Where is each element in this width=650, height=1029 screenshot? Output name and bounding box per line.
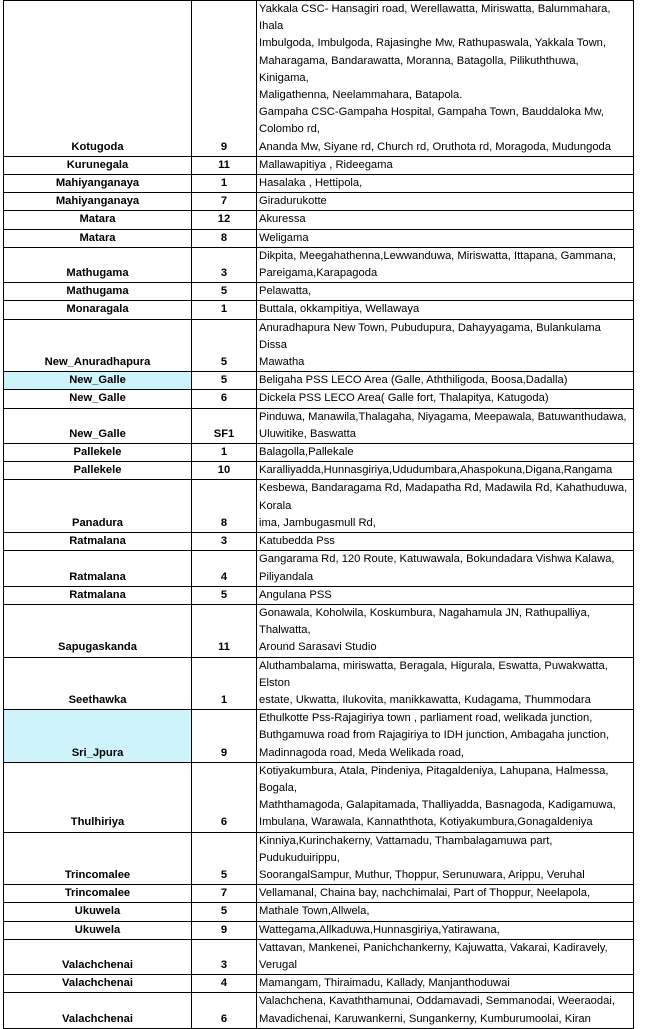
feeder-cell: 11 <box>192 156 257 174</box>
locations-cell: Karalliyadda,Hunnasgiriya,Ududumbara,Ahaspokuna,Digana,Rangama <box>257 462 634 480</box>
table-row <box>4 229 634 247</box>
locations-cell: Anuradhapura New Town, Pubudupura, Dahayyagama, Bulankulama Dissa Mawatha <box>257 319 634 372</box>
area-cell: New_Anuradhapura <box>4 319 192 372</box>
locations-cell: Giradurukotte <box>257 193 634 211</box>
feeder-cell: 4 <box>192 551 257 586</box>
schedule-rows <box>4 1 634 1029</box>
area-cell: Valachchenai <box>4 975 192 993</box>
table-row <box>4 604 634 657</box>
table-row <box>4 885 634 903</box>
area-cell: Ratmalana <box>4 533 192 551</box>
feeder-cell: 12 <box>192 211 257 229</box>
locations-cell: Kotiyakumbura, Atala, Pindeniya, Pitagaldeniya, Lahupana, Halmessa, Bogala, Maththamagoda, Galapitamada, Thalliyadda, Basnagoda, Kadigamuwa, Imbulana, Warawala, Kannaththota, Kotiyakumbura,Gonagaldeniya <box>257 762 634 832</box>
feeder-cell: 9 <box>192 921 257 939</box>
table-row <box>4 372 634 390</box>
feeder-cell: 5 <box>192 586 257 604</box>
table-row <box>4 975 634 993</box>
table-row <box>4 762 634 832</box>
locations-cell: Pinduwa, Manawila,Thalagaha, Niyagama, Meepawala, Batuwanthudawa, Uluwitike, Baswatta <box>257 408 634 443</box>
table-row <box>4 156 634 174</box>
locations-cell: Beligaha PSS LECO Area (Galle, Aththiligoda, Boosa,Dadalla) <box>257 372 634 390</box>
locations-cell: Mamangam, Thiraimadu, Kallady, Manjanthoduwai <box>257 975 634 993</box>
feeder-cell: 3 <box>192 247 257 282</box>
area-cell: Ratmalana <box>4 551 192 586</box>
feeder-cell: 6 <box>192 993 257 1028</box>
area-cell: Matara <box>4 211 192 229</box>
feeder-cell: 8 <box>192 480 257 533</box>
locations-cell: Balagolla,Pallekale <box>257 444 634 462</box>
table-row <box>4 551 634 586</box>
locations-cell: Mathale Town,Allwela, <box>257 903 634 921</box>
table-row <box>4 586 634 604</box>
table-row <box>4 319 634 372</box>
table-row <box>4 175 634 193</box>
locations-cell: Kinniya,Kurinchakerny, Vattamadu, Thambalagamuwa part, Pudukuduirippu, SoorangalSampur, Muthur, Thoppur, Serunuwara, Arippu, Veruhal <box>257 832 634 885</box>
feeder-cell: SF1 <box>192 408 257 443</box>
area-cell: Mathugama <box>4 283 192 301</box>
locations-cell: Buttala, okkampitiya, Wellawaya <box>257 301 634 319</box>
area-cell: Matara <box>4 229 192 247</box>
feeder-cell: 6 <box>192 390 257 408</box>
area-cell: New_Galle <box>4 390 192 408</box>
locations-cell: Wattegama,Allkaduwa,Hunnasgiriya,Yatirawana, <box>257 921 634 939</box>
area-cell: Thulhiriya <box>4 762 192 832</box>
table-row <box>4 444 634 462</box>
area-cell: New_Galle <box>4 408 192 443</box>
table-row <box>4 301 634 319</box>
area-cell: Valachchenai <box>4 993 192 1028</box>
locations-cell: Pelawatta, <box>257 283 634 301</box>
table-row <box>4 462 634 480</box>
table-row <box>4 211 634 229</box>
table-row <box>4 939 634 974</box>
feeder-cell: 5 <box>192 319 257 372</box>
area-cell: Monaragala <box>4 301 192 319</box>
area-cell: Mahiyanganaya <box>4 193 192 211</box>
locations-cell: Dickela PSS LECO Area( Galle fort, Thalapitya, Katugoda) <box>257 390 634 408</box>
feeder-cell: 7 <box>192 193 257 211</box>
locations-cell: Katubedda Pss <box>257 533 634 551</box>
table-row <box>4 832 634 885</box>
area-cell: Seethawka <box>4 657 192 710</box>
locations-cell: Ethulkotte Pss-Rajagiriya town , parliament road, welikada junction, Buthgamuwa road from Rajagiriya to IDH junction, Ambagaha junction, Madinnagoda road, Meda Welikada road, <box>257 710 634 763</box>
area-cell: Trincomalee <box>4 885 192 903</box>
feeder-cell: 6 <box>192 762 257 832</box>
table-row <box>4 408 634 443</box>
locations-cell: Weligama <box>257 229 634 247</box>
locations-cell: Gangarama Rd, 120 Route, Katuwawala, Bokundadara Vishwa Kalawa, Piliyandala <box>257 551 634 586</box>
feeder-cell: 1 <box>192 301 257 319</box>
locations-cell: Vattavan, Mankenei, Panichchankerny, Kajuwatta, Vakarai, Kadiravely, Verugal <box>257 939 634 974</box>
area-cell: Sri_Jpura <box>4 710 192 763</box>
locations-cell: Yakkala CSC- Hansagiri road, Werellawatta, Miriswatta, Balummahara, Ihala Imbulgoda, Imbulgoda, Rajasinghe Mw, Rathupaswala, Yakkala Town, Maharagama, Bandarawatta, Moranna, Batagolla, Pilikuththuwa, Kinigama, Maligathenna, Neelammahara, Batapola. Gampaha CSC-Gampaha Hospital, Gampaha Town, Bauddaloka Mw, Colombo rd, Ananda Mw, Siyane rd, Church rd, Oruthota rd, Moragoda, Mudungoda <box>257 1 634 157</box>
locations-cell: Vellamanal, Chaina bay, nachchimalai, Part of Thoppur, Neelapola, <box>257 885 634 903</box>
table-row <box>4 283 634 301</box>
locations-cell: Angulana PSS <box>257 586 634 604</box>
feeder-cell: 5 <box>192 832 257 885</box>
feeder-cell: 9 <box>192 1 257 157</box>
feeder-cell: 3 <box>192 939 257 974</box>
area-cell: Ukuwela <box>4 921 192 939</box>
table-row <box>4 710 634 763</box>
area-cell: Kotugoda <box>4 1 192 157</box>
area-cell: Panadura <box>4 480 192 533</box>
area-cell: Mathugama <box>4 247 192 282</box>
locations-cell: Aluthambalama, miriswatta, Beragala, Higurala, Eswatta, Puwakwatta, Elston estate, Ukwatta, Ilukovita, manikkawatta, Kudagama, Thummodara <box>257 657 634 710</box>
feeder-cell: 5 <box>192 372 257 390</box>
table-row <box>4 921 634 939</box>
feeder-cell: 5 <box>192 903 257 921</box>
area-cell: Mahiyanganaya <box>4 175 192 193</box>
feeder-cell: 11 <box>192 604 257 657</box>
locations-cell: Mallawapitiya , Rideegama <box>257 156 634 174</box>
area-cell: Ukuwela <box>4 903 192 921</box>
feeder-cell: 5 <box>192 283 257 301</box>
feeder-cell: 4 <box>192 975 257 993</box>
feeder-cell: 10 <box>192 462 257 480</box>
feeder-cell: 1 <box>192 444 257 462</box>
area-cell: Pallekele <box>4 444 192 462</box>
area-cell: Sapugaskanda <box>4 604 192 657</box>
table-row <box>4 247 634 282</box>
table-row <box>4 1 634 157</box>
feeder-cell: 7 <box>192 885 257 903</box>
locations-cell: Akuressa <box>257 211 634 229</box>
area-cell: New_Galle <box>4 372 192 390</box>
locations-cell: Hasalaka , Hettipola, <box>257 175 634 193</box>
feeder-cell: 9 <box>192 710 257 763</box>
locations-cell: Kesbewa, Bandaragama Rd, Madapatha Rd, Madawila Rd, Kahathuduwa, Korala ima, Jambugasmull Rd, <box>257 480 634 533</box>
locations-cell: Gonawala, Koholwila, Koskumbura, Nagahamula JN, Rathupalliya, Thalwatta, Around Sarasavi Studio <box>257 604 634 657</box>
area-cell: Kurunegala <box>4 156 192 174</box>
area-cell: Pallekele <box>4 462 192 480</box>
feeder-cell: 1 <box>192 175 257 193</box>
area-cell: Trincomalee <box>4 832 192 885</box>
table-row <box>4 903 634 921</box>
table-row <box>4 993 634 1028</box>
locations-cell: Dikpita, Meegahathenna,Lewwanduwa, Miriswatta, Ittapana, Gammana, Pareigama,Karapagoda <box>257 247 634 282</box>
outage-schedule-table <box>3 0 634 1029</box>
table-row <box>4 480 634 533</box>
table-row <box>4 657 634 710</box>
feeder-cell: 1 <box>192 657 257 710</box>
feeder-cell: 3 <box>192 533 257 551</box>
feeder-cell: 8 <box>192 229 257 247</box>
table-row <box>4 390 634 408</box>
locations-cell: Valachchena, Kavaththamunai, Oddamavadi, Semmanodai, Weeraodai, Mavadichenai, Karuwankerni, Sungankerny, Kumburumoolai, Kiran <box>257 993 634 1028</box>
area-cell: Valachchenai <box>4 939 192 974</box>
table-row <box>4 193 634 211</box>
table-row <box>4 533 634 551</box>
area-cell: Ratmalana <box>4 586 192 604</box>
